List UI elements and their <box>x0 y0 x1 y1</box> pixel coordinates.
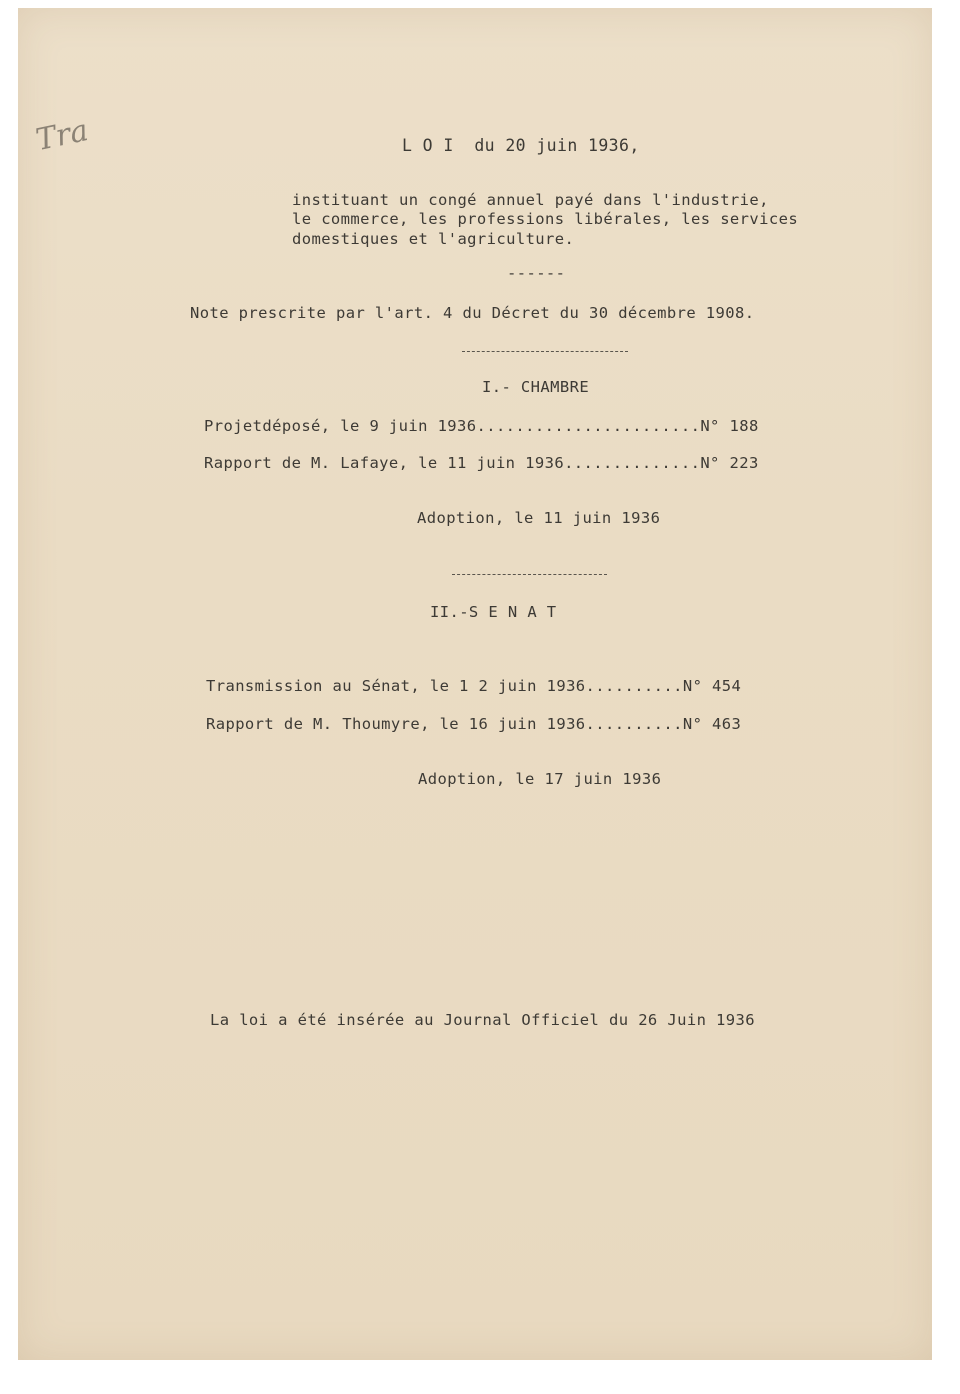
separator-rule-2 <box>452 574 607 575</box>
decree-note: Note prescrite par l'art. 4 du Décret du 30 décembre 1908. <box>190 304 755 322</box>
separator-rule-1 <box>462 351 628 352</box>
chambre-adoption: Adoption, le 11 juin 1936 <box>417 509 661 527</box>
handwritten-initials: Tra <box>32 112 92 159</box>
subtitle-line-2: le commerce, les professions libérales, les services <box>292 210 799 228</box>
separator-short: ------ <box>507 264 566 282</box>
journal-officiel-note: La loi a été insérée au Journal Officiel du 26 Juin 1936 <box>210 1011 755 1029</box>
senat-entry-report: Rapport de M. Thoumyre, le 16 juin 1936..........N° 463 <box>206 715 742 733</box>
chambre-heading: I.- CHAMBRE <box>482 378 590 396</box>
senat-heading: II.-S E N A T <box>430 603 557 621</box>
law-title: L O I du 20 juin 1936, <box>402 136 640 155</box>
chambre-entry-report: Rapport de M. Lafaye, le 11 juin 1936..............N° 223 <box>204 454 759 472</box>
chambre-entry-project: Projetdéposé, le 9 juin 1936.......................N° 188 <box>204 417 759 435</box>
subtitle-line-1: instituant un congé annuel payé dans l'industrie, <box>292 191 769 209</box>
senat-adoption: Adoption, le 17 juin 1936 <box>418 770 662 788</box>
senat-entry-transmission: Transmission au Sénat, le 1 2 juin 1936..........N° 454 <box>206 677 742 695</box>
subtitle-line-3: domestiques et l'agriculture. <box>292 230 575 248</box>
